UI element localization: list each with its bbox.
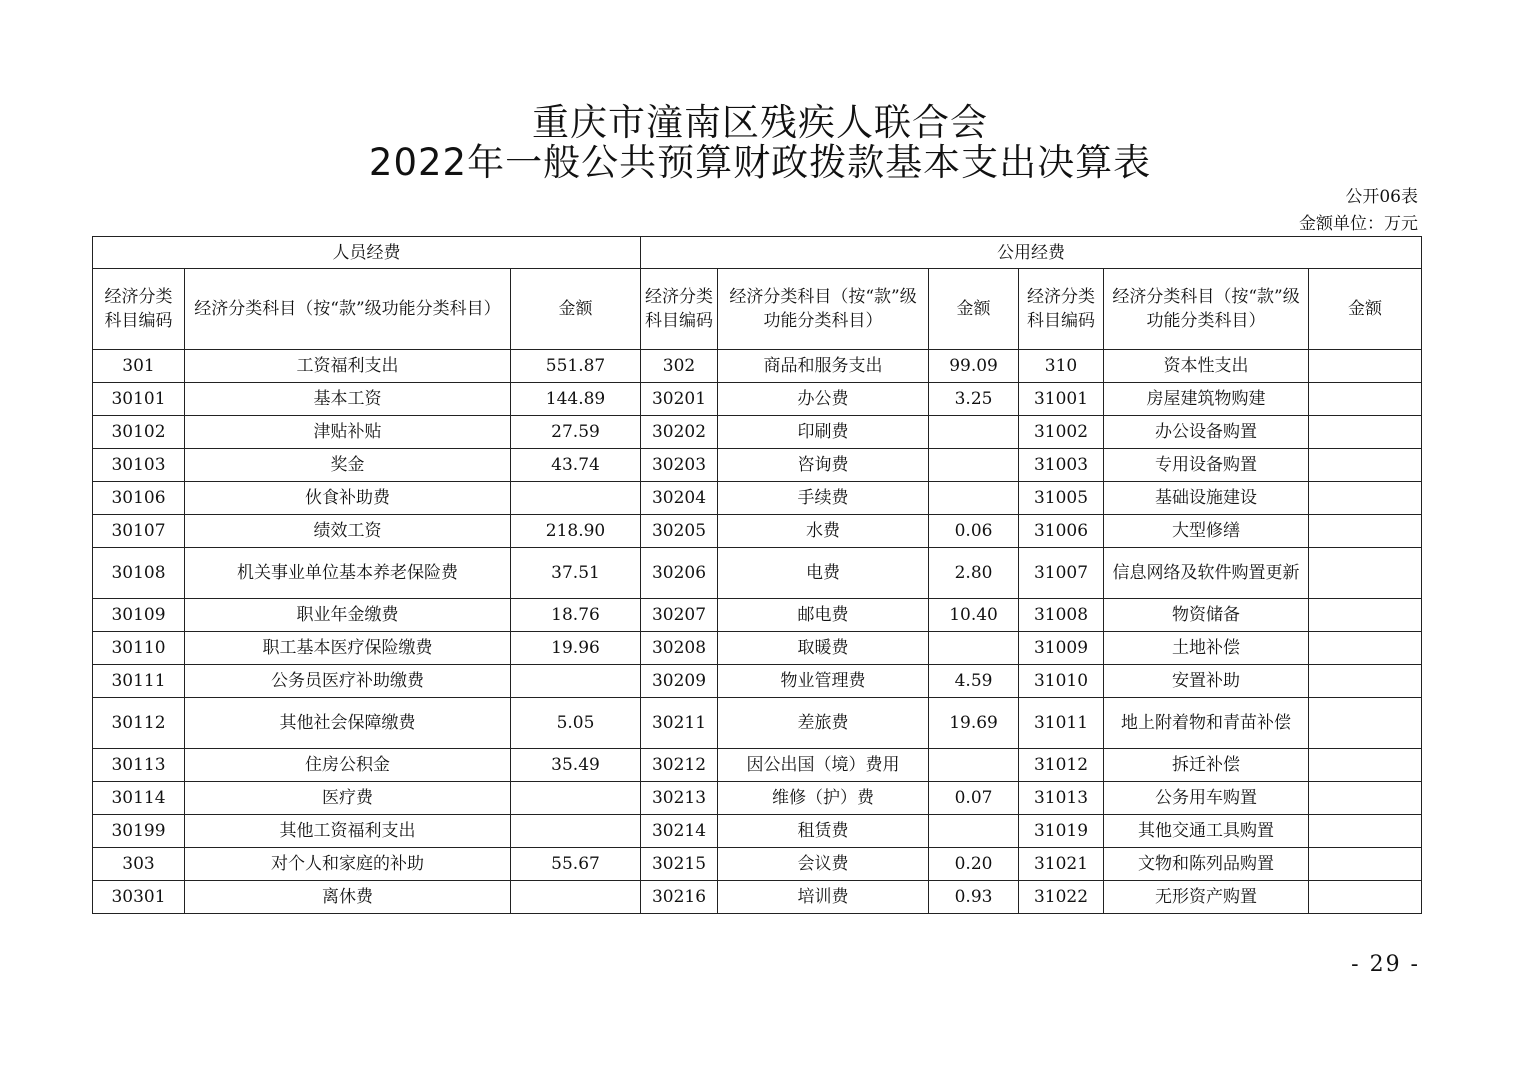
name-cell: 取暖费 bbox=[718, 632, 929, 665]
name-cell: 医疗费 bbox=[185, 782, 511, 815]
amount-cell bbox=[929, 632, 1019, 665]
name-cell: 文物和陈列品购置 bbox=[1104, 848, 1309, 881]
code-cell: 30103 bbox=[93, 449, 185, 482]
code-cell: 30101 bbox=[93, 383, 185, 416]
name-cell: 津贴补贴 bbox=[185, 416, 511, 449]
code-cell: 31006 bbox=[1019, 515, 1104, 548]
amount-cell: 3.25 bbox=[929, 383, 1019, 416]
amount-unit: 金额单位：万元 bbox=[1299, 214, 1418, 234]
name-cell: 印刷费 bbox=[718, 416, 929, 449]
name-cell: 租赁费 bbox=[718, 815, 929, 848]
amount-cell: 43.74 bbox=[511, 449, 641, 482]
table-row bbox=[93, 632, 1422, 665]
code-cell: 30199 bbox=[93, 815, 185, 848]
code-cell: 30204 bbox=[641, 482, 718, 515]
amount-cell bbox=[1309, 632, 1422, 665]
code-cell: 31005 bbox=[1019, 482, 1104, 515]
amount-cell bbox=[1309, 698, 1422, 749]
code-cell: 30108 bbox=[93, 548, 185, 599]
table-row bbox=[93, 665, 1422, 698]
name-cell: 会议费 bbox=[718, 848, 929, 881]
header-amount: 金额 bbox=[929, 269, 1019, 350]
amount-cell: 19.96 bbox=[511, 632, 641, 665]
code-cell: 30211 bbox=[641, 698, 718, 749]
name-cell: 基础设施建设 bbox=[1104, 482, 1309, 515]
amount-cell: 99.09 bbox=[929, 350, 1019, 383]
amount-cell bbox=[1309, 815, 1422, 848]
amount-cell bbox=[1309, 881, 1422, 914]
table-row bbox=[93, 815, 1422, 848]
section-public: 公用经费 bbox=[641, 237, 1422, 269]
name-cell: 无形资产购置 bbox=[1104, 881, 1309, 914]
code-cell: 30102 bbox=[93, 416, 185, 449]
table-row bbox=[93, 350, 1422, 383]
amount-cell bbox=[511, 782, 641, 815]
code-cell: 31001 bbox=[1019, 383, 1104, 416]
header-code: 经济分类科目编码 bbox=[641, 269, 718, 350]
code-cell: 30109 bbox=[93, 599, 185, 632]
code-cell: 31022 bbox=[1019, 881, 1104, 914]
code-cell: 30112 bbox=[93, 698, 185, 749]
amount-cell: 27.59 bbox=[511, 416, 641, 449]
name-cell: 其他社会保障缴费 bbox=[185, 698, 511, 749]
name-cell: 地上附着物和青苗补偿 bbox=[1104, 698, 1309, 749]
amount-cell bbox=[1309, 665, 1422, 698]
table-row bbox=[93, 548, 1422, 599]
code-cell: 31007 bbox=[1019, 548, 1104, 599]
code-cell: 31013 bbox=[1019, 782, 1104, 815]
amount-cell bbox=[1309, 548, 1422, 599]
amount-cell: 37.51 bbox=[511, 548, 641, 599]
table-row bbox=[93, 515, 1422, 548]
table-row bbox=[93, 749, 1422, 782]
code-cell: 30215 bbox=[641, 848, 718, 881]
code-cell: 30216 bbox=[641, 881, 718, 914]
amount-cell: 19.69 bbox=[929, 698, 1019, 749]
code-cell: 302 bbox=[641, 350, 718, 383]
code-cell: 30110 bbox=[93, 632, 185, 665]
name-cell: 其他交通工具购置 bbox=[1104, 815, 1309, 848]
table-row bbox=[93, 416, 1422, 449]
amount-cell bbox=[929, 449, 1019, 482]
amount-cell: 0.93 bbox=[929, 881, 1019, 914]
name-cell: 水费 bbox=[718, 515, 929, 548]
table-row bbox=[93, 782, 1422, 815]
expenditure-table bbox=[92, 236, 1422, 914]
code-cell: 31008 bbox=[1019, 599, 1104, 632]
amount-cell bbox=[511, 881, 641, 914]
amount-cell: 144.89 bbox=[511, 383, 641, 416]
amount-cell bbox=[929, 482, 1019, 515]
amount-cell bbox=[929, 749, 1019, 782]
header-code: 经济分类科目编码 bbox=[93, 269, 185, 350]
name-cell: 专用设备购置 bbox=[1104, 449, 1309, 482]
report-title-line2: 2022年一般公共预算财政拨款基本支出决算表 bbox=[368, 141, 1152, 184]
amount-cell bbox=[1309, 749, 1422, 782]
amount-cell: 551.87 bbox=[511, 350, 641, 383]
name-cell: 土地补偿 bbox=[1104, 632, 1309, 665]
table-row bbox=[93, 599, 1422, 632]
name-cell: 公务员医疗补助缴费 bbox=[185, 665, 511, 698]
amount-cell bbox=[1309, 416, 1422, 449]
header-name: 经济分类科目（按“款”级功能分类科目） bbox=[1104, 269, 1309, 350]
amount-cell bbox=[929, 815, 1019, 848]
amount-cell: 0.06 bbox=[929, 515, 1019, 548]
name-cell: 基本工资 bbox=[185, 383, 511, 416]
code-cell: 31019 bbox=[1019, 815, 1104, 848]
amount-cell: 18.76 bbox=[511, 599, 641, 632]
name-cell: 维修（护）费 bbox=[718, 782, 929, 815]
name-cell: 其他工资福利支出 bbox=[185, 815, 511, 848]
amount-cell bbox=[1309, 515, 1422, 548]
report-title-line1: 重庆市潼南区残疾人联合会 bbox=[532, 101, 988, 144]
name-cell: 办公设备购置 bbox=[1104, 416, 1309, 449]
page-number: - 29 - bbox=[1351, 952, 1420, 977]
header-amount: 金额 bbox=[511, 269, 641, 350]
table-row bbox=[93, 482, 1422, 515]
amount-cell bbox=[511, 665, 641, 698]
form-number: 公开06表 bbox=[1345, 187, 1418, 207]
amount-cell bbox=[1309, 482, 1422, 515]
amount-cell bbox=[1309, 599, 1422, 632]
code-cell: 30209 bbox=[641, 665, 718, 698]
code-cell: 30111 bbox=[93, 665, 185, 698]
header-code: 经济分类科目编码 bbox=[1019, 269, 1104, 350]
name-cell: 拆迁补偿 bbox=[1104, 749, 1309, 782]
amount-cell bbox=[1309, 350, 1422, 383]
amount-cell bbox=[511, 482, 641, 515]
name-cell: 离休费 bbox=[185, 881, 511, 914]
amount-cell bbox=[1309, 449, 1422, 482]
table-row bbox=[93, 383, 1422, 416]
code-cell: 30107 bbox=[93, 515, 185, 548]
name-cell: 公务用车购置 bbox=[1104, 782, 1309, 815]
name-cell: 手续费 bbox=[718, 482, 929, 515]
code-cell: 31010 bbox=[1019, 665, 1104, 698]
code-cell: 30213 bbox=[641, 782, 718, 815]
code-cell: 30114 bbox=[93, 782, 185, 815]
amount-cell: 10.40 bbox=[929, 599, 1019, 632]
name-cell: 工资福利支出 bbox=[185, 350, 511, 383]
name-cell: 房屋建筑物购建 bbox=[1104, 383, 1309, 416]
code-cell: 30206 bbox=[641, 548, 718, 599]
amount-cell bbox=[1309, 782, 1422, 815]
amount-cell bbox=[1309, 383, 1422, 416]
code-cell: 30205 bbox=[641, 515, 718, 548]
name-cell: 大型修缮 bbox=[1104, 515, 1309, 548]
code-cell: 30208 bbox=[641, 632, 718, 665]
code-cell: 30106 bbox=[93, 482, 185, 515]
header-amount: 金额 bbox=[1309, 269, 1422, 350]
code-cell: 30207 bbox=[641, 599, 718, 632]
amount-cell: 0.20 bbox=[929, 848, 1019, 881]
name-cell: 职工基本医疗保险缴费 bbox=[185, 632, 511, 665]
table-row bbox=[93, 881, 1422, 914]
code-cell: 31021 bbox=[1019, 848, 1104, 881]
name-cell: 办公费 bbox=[718, 383, 929, 416]
name-cell: 职业年金缴费 bbox=[185, 599, 511, 632]
amount-cell: 4.59 bbox=[929, 665, 1019, 698]
code-cell: 31011 bbox=[1019, 698, 1104, 749]
header-name: 经济分类科目（按“款”级功能分类科目） bbox=[718, 269, 929, 350]
table-row bbox=[93, 698, 1422, 749]
code-cell: 30214 bbox=[641, 815, 718, 848]
code-cell: 30201 bbox=[641, 383, 718, 416]
amount-cell: 2.80 bbox=[929, 548, 1019, 599]
code-cell: 310 bbox=[1019, 350, 1104, 383]
name-cell: 物业管理费 bbox=[718, 665, 929, 698]
name-cell: 电费 bbox=[718, 548, 929, 599]
code-cell: 301 bbox=[93, 350, 185, 383]
amount-cell: 218.90 bbox=[511, 515, 641, 548]
name-cell: 商品和服务支出 bbox=[718, 350, 929, 383]
code-cell: 30113 bbox=[93, 749, 185, 782]
amount-cell: 0.07 bbox=[929, 782, 1019, 815]
amount-cell: 35.49 bbox=[511, 749, 641, 782]
amount-cell bbox=[1309, 848, 1422, 881]
table-row bbox=[93, 848, 1422, 881]
code-cell: 303 bbox=[93, 848, 185, 881]
name-cell: 对个人和家庭的补助 bbox=[185, 848, 511, 881]
name-cell: 培训费 bbox=[718, 881, 929, 914]
name-cell: 信息网络及软件购置更新 bbox=[1104, 548, 1309, 599]
amount-cell bbox=[929, 416, 1019, 449]
name-cell: 资本性支出 bbox=[1104, 350, 1309, 383]
name-cell: 绩效工资 bbox=[185, 515, 511, 548]
name-cell: 差旅费 bbox=[718, 698, 929, 749]
code-cell: 31012 bbox=[1019, 749, 1104, 782]
amount-cell: 55.67 bbox=[511, 848, 641, 881]
section-personnel: 人员经费 bbox=[93, 237, 641, 269]
name-cell: 奖金 bbox=[185, 449, 511, 482]
amount-cell bbox=[511, 815, 641, 848]
name-cell: 安置补助 bbox=[1104, 665, 1309, 698]
header-name: 经济分类科目（按“款”级功能分类科目） bbox=[185, 269, 511, 350]
table-row bbox=[93, 449, 1422, 482]
code-cell: 30202 bbox=[641, 416, 718, 449]
code-cell: 31003 bbox=[1019, 449, 1104, 482]
name-cell: 物资储备 bbox=[1104, 599, 1309, 632]
code-cell: 31002 bbox=[1019, 416, 1104, 449]
code-cell: 31009 bbox=[1019, 632, 1104, 665]
name-cell: 住房公积金 bbox=[185, 749, 511, 782]
code-cell: 30301 bbox=[93, 881, 185, 914]
code-cell: 30203 bbox=[641, 449, 718, 482]
name-cell: 机关事业单位基本养老保险费 bbox=[185, 548, 511, 599]
name-cell: 邮电费 bbox=[718, 599, 929, 632]
code-cell: 30212 bbox=[641, 749, 718, 782]
amount-cell: 5.05 bbox=[511, 698, 641, 749]
name-cell: 伙食补助费 bbox=[185, 482, 511, 515]
name-cell: 因公出国（境）费用 bbox=[718, 749, 929, 782]
name-cell: 咨询费 bbox=[718, 449, 929, 482]
